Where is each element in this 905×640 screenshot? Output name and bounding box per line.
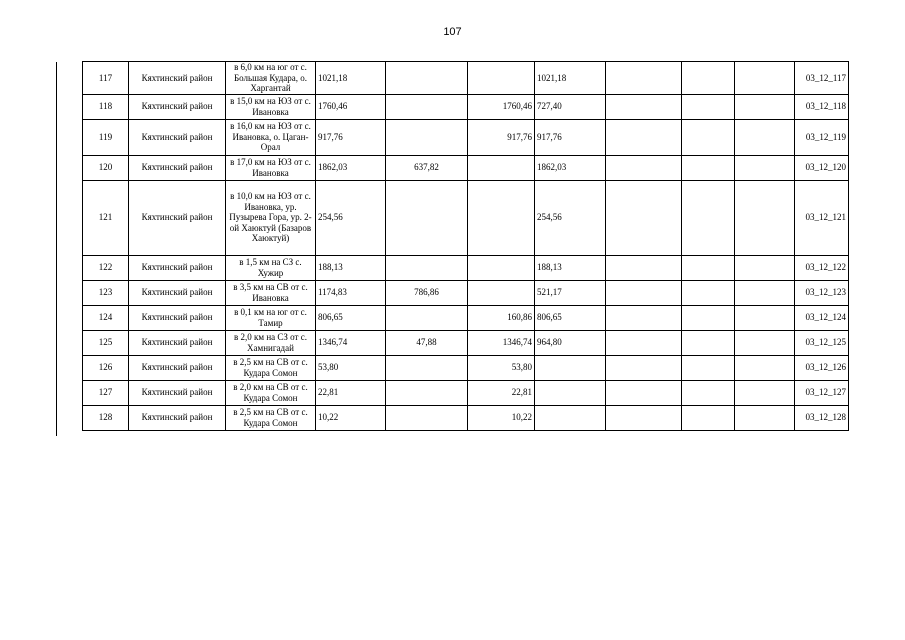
table-row — [83, 280, 849, 305]
empty-cell — [606, 119, 682, 155]
row-number: 123 — [83, 280, 129, 305]
value2-cell — [386, 380, 468, 405]
empty-cell — [606, 62, 682, 95]
value4-cell — [535, 380, 606, 405]
location-cell: в 3,5 км на СВ от с. Ивановка — [226, 280, 316, 305]
empty-cell — [735, 305, 795, 330]
district-cell: Кяхтинский район — [129, 94, 226, 119]
code-cell: 03_12_125 — [795, 330, 849, 355]
location-cell: в 17,0 км на ЮЗ от с. Ивановка — [226, 155, 316, 180]
empty-cell — [682, 62, 735, 95]
empty-cell — [735, 155, 795, 180]
empty-cell — [606, 280, 682, 305]
value3-cell: 53,80 — [468, 355, 535, 380]
location-cell: в 10,0 км на ЮЗ от с. Ивановка, ур. Пузырева Гора, ур. 2-ой Хаюктуй (Базаров Хаюктуй) — [226, 180, 316, 255]
empty-cell — [606, 330, 682, 355]
value3-cell: 917,76 — [468, 119, 535, 155]
value3-cell — [468, 155, 535, 180]
location-cell: в 2,5 км на СВ от с. Кудара Сомон — [226, 405, 316, 430]
table-row — [83, 305, 849, 330]
table-row — [83, 255, 849, 280]
row-number: 125 — [83, 330, 129, 355]
value2-cell — [386, 180, 468, 255]
code-cell: 03_12_126 — [795, 355, 849, 380]
value4-cell: 188,13 — [535, 255, 606, 280]
value1-cell: 1021,18 — [316, 62, 386, 95]
empty-cell — [682, 155, 735, 180]
district-cell: Кяхтинский район — [129, 305, 226, 330]
district-cell: Кяхтинский район — [129, 280, 226, 305]
table-row — [83, 119, 849, 155]
empty-cell — [682, 330, 735, 355]
empty-cell — [735, 180, 795, 255]
code-cell: 03_12_124 — [795, 305, 849, 330]
value4-cell — [535, 355, 606, 380]
empty-cell — [682, 255, 735, 280]
empty-cell — [682, 380, 735, 405]
row-number: 127 — [83, 380, 129, 405]
empty-cell — [606, 405, 682, 430]
empty-cell — [735, 330, 795, 355]
table-row — [83, 405, 849, 430]
value3-cell — [468, 62, 535, 95]
empty-cell — [606, 255, 682, 280]
location-cell: в 15,0 км на ЮЗ от с. Ивановка — [226, 94, 316, 119]
value2-cell — [386, 119, 468, 155]
value3-cell — [468, 180, 535, 255]
empty-cell — [735, 119, 795, 155]
empty-cell — [682, 405, 735, 430]
district-cell: Кяхтинский район — [129, 155, 226, 180]
row-number: 120 — [83, 155, 129, 180]
value1-cell: 1862,03 — [316, 155, 386, 180]
value1-cell: 806,65 — [316, 305, 386, 330]
value3-cell: 22,81 — [468, 380, 535, 405]
empty-cell — [606, 155, 682, 180]
district-cell: Кяхтинский район — [129, 119, 226, 155]
code-cell: 03_12_121 — [795, 180, 849, 255]
value3-cell — [468, 280, 535, 305]
data-table — [82, 61, 849, 431]
empty-cell — [735, 355, 795, 380]
empty-cell — [606, 305, 682, 330]
value2-cell — [386, 94, 468, 119]
district-cell: Кяхтинский район — [129, 255, 226, 280]
value1-cell: 53,80 — [316, 355, 386, 380]
location-cell: в 6,0 км на юг от с. Большая Кудара, о. Харгантай — [226, 62, 316, 95]
code-cell: 03_12_122 — [795, 255, 849, 280]
location-cell: в 1,5 км на СЗ с. Хужир — [226, 255, 316, 280]
empty-cell — [735, 405, 795, 430]
value2-cell: 786,86 — [386, 280, 468, 305]
code-cell: 03_12_123 — [795, 280, 849, 305]
code-cell: 03_12_117 — [795, 62, 849, 95]
empty-cell — [606, 355, 682, 380]
row-number: 121 — [83, 180, 129, 255]
empty-cell — [606, 380, 682, 405]
row-number: 118 — [83, 94, 129, 119]
value2-cell — [386, 355, 468, 380]
value1-cell: 10,22 — [316, 405, 386, 430]
table-row — [83, 94, 849, 119]
empty-cell — [682, 280, 735, 305]
empty-cell — [682, 94, 735, 119]
district-cell: Кяхтинский район — [129, 330, 226, 355]
value1-cell: 188,13 — [316, 255, 386, 280]
value4-cell: 727,40 — [535, 94, 606, 119]
value4-cell — [535, 405, 606, 430]
value2-cell — [386, 255, 468, 280]
value3-cell: 1760,46 — [468, 94, 535, 119]
location-cell: в 2,0 км на СЗ от с. Хамнигадай — [226, 330, 316, 355]
district-cell: Кяхтинский район — [129, 380, 226, 405]
value2-cell — [386, 62, 468, 95]
table-row — [83, 330, 849, 355]
empty-cell — [682, 355, 735, 380]
location-cell: в 0,1 км на юг от с. Тамир — [226, 305, 316, 330]
empty-cell — [735, 255, 795, 280]
value4-cell: 964,80 — [535, 330, 606, 355]
table-row — [83, 355, 849, 380]
row-number: 128 — [83, 405, 129, 430]
value4-cell: 1021,18 — [535, 62, 606, 95]
value4-cell: 254,56 — [535, 180, 606, 255]
row-number: 124 — [83, 305, 129, 330]
table-row — [83, 380, 849, 405]
row-number: 119 — [83, 119, 129, 155]
district-cell: Кяхтинский район — [129, 355, 226, 380]
value3-cell — [468, 255, 535, 280]
code-cell: 03_12_120 — [795, 155, 849, 180]
margin-line — [56, 62, 57, 436]
row-number: 126 — [83, 355, 129, 380]
location-cell: в 16,0 км на ЮЗ от с. Ивановка, о. Цаган-Орал — [226, 119, 316, 155]
district-cell: Кяхтинский район — [129, 62, 226, 95]
empty-cell — [682, 180, 735, 255]
value2-cell: 47,88 — [386, 330, 468, 355]
table-body — [83, 62, 849, 431]
empty-cell — [682, 119, 735, 155]
value4-cell: 1862,03 — [535, 155, 606, 180]
code-cell: 03_12_128 — [795, 405, 849, 430]
value1-cell: 1174,83 — [316, 280, 386, 305]
district-cell: Кяхтинский район — [129, 180, 226, 255]
empty-cell — [735, 62, 795, 95]
row-number: 117 — [83, 62, 129, 95]
code-cell: 03_12_119 — [795, 119, 849, 155]
value1-cell: 22,81 — [316, 380, 386, 405]
value4-cell: 917,76 — [535, 119, 606, 155]
value1-cell: 254,56 — [316, 180, 386, 255]
table-row — [83, 62, 849, 95]
empty-cell — [735, 280, 795, 305]
empty-cell — [606, 94, 682, 119]
empty-cell — [682, 305, 735, 330]
value1-cell: 1760,46 — [316, 94, 386, 119]
row-number: 122 — [83, 255, 129, 280]
value3-cell: 1346,74 — [468, 330, 535, 355]
value1-cell: 1346,74 — [316, 330, 386, 355]
empty-cell — [735, 94, 795, 119]
empty-cell — [735, 380, 795, 405]
location-cell: в 2,0 км на СВ от с. Кудара Сомон — [226, 380, 316, 405]
code-cell: 03_12_118 — [795, 94, 849, 119]
table-row — [83, 180, 849, 255]
value4-cell: 521,17 — [535, 280, 606, 305]
value2-cell: 637,82 — [386, 155, 468, 180]
value2-cell — [386, 405, 468, 430]
empty-cell — [606, 180, 682, 255]
table-row — [83, 155, 849, 180]
value1-cell: 917,76 — [316, 119, 386, 155]
page-number: 107 — [443, 26, 462, 38]
value4-cell: 806,65 — [535, 305, 606, 330]
value3-cell: 160,86 — [468, 305, 535, 330]
value2-cell — [386, 305, 468, 330]
value3-cell: 10,22 — [468, 405, 535, 430]
code-cell: 03_12_127 — [795, 380, 849, 405]
district-cell: Кяхтинский район — [129, 405, 226, 430]
location-cell: в 2,5 км на СВ от с. Кудара Сомон — [226, 355, 316, 380]
